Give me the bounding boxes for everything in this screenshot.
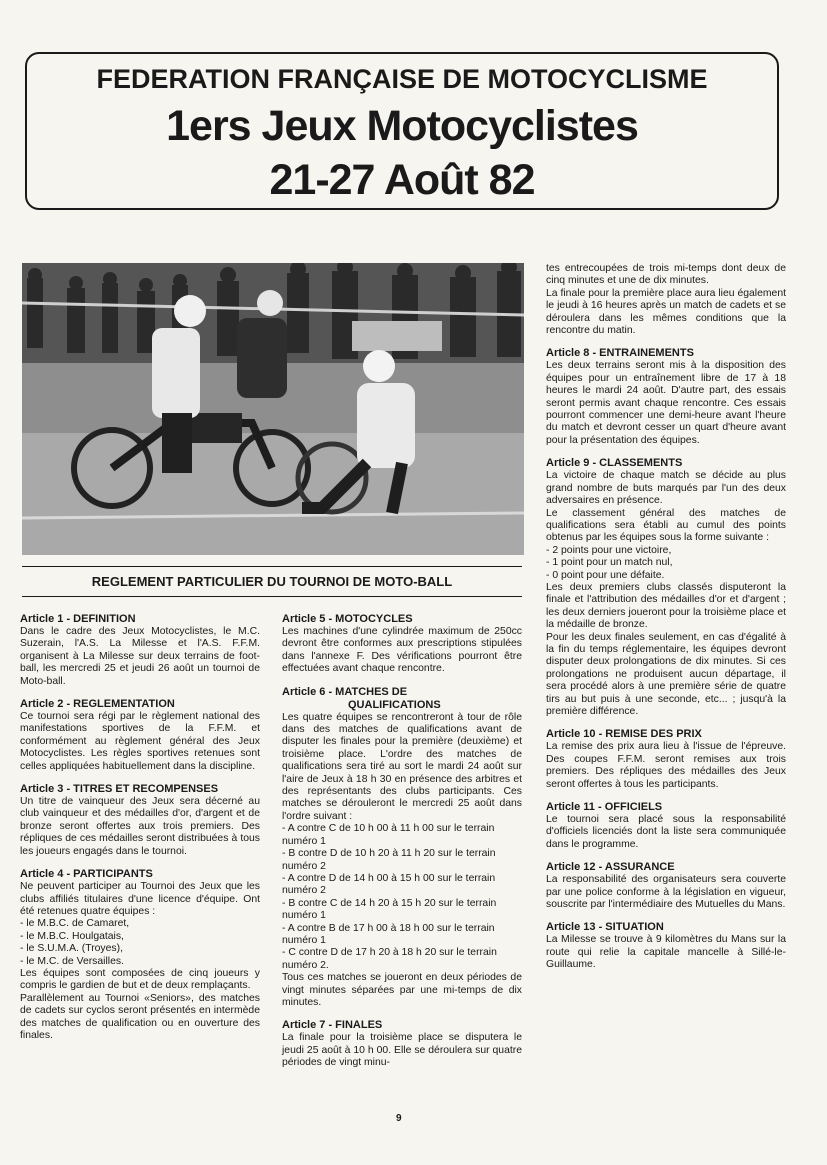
list-item: - A contre C de 10 h 00 à 11 h 00 sur le terrain numéro 1 <box>282 823 495 847</box>
article-text: Pour les deux finales seulement, en cas d'égalité à la fin du temps réglementaire, les équipes devront disputer deux prolongations de dix minutes. Si ces prolongations ne produisent aucun départage, il sera procédé alors à une première série de quatre tirs au but puis à une seconde, etc... ; jusqu'à la première différence. <box>546 631 786 717</box>
article-text: Les machines d'une cylindrée maximum de 250cc devront être conformes aux prescriptions stipulées dans l'annexe F. Des vérifications pourront être effectuées avant chaque rencontre. <box>282 626 522 675</box>
section-rule <box>22 596 522 597</box>
article-text: Ne peuvent participer au Tournoi des Jeux que les clubs affiliés titulaires d'une licence d'équipe. Ont été retenues quatre équipes : <box>20 881 260 917</box>
article <box>282 1019 522 1069</box>
article-text: Un titre de vainqueur des Jeux sera décerné au club vainqueur et des médailles d'or, d'argent et de bronze seront offertes aux trois premiers. Des répliques de ces médailles seront distribuées à tous les joueurs engagés dans le tournoi. <box>20 796 260 857</box>
article <box>20 613 260 688</box>
list-item: - le M.B.C. Houlgatais, <box>20 930 124 942</box>
article <box>546 457 786 718</box>
article-title-line2: QUALIFICATIONS <box>348 698 441 711</box>
header-box <box>25 52 779 210</box>
list-item: - B contre C de 14 h 20 à 15 h 20 sur le terrain numéro 1 <box>282 897 497 922</box>
column-2 <box>282 613 522 1080</box>
article-title: Article 5 - MOTOCYCLES <box>282 613 413 625</box>
article-text: Le tournoi sera placé sous la responsabilité d'officiels licenciés dont la liste sera communiquée dans le programme. <box>546 814 786 850</box>
article-title: Article 13 - SITUATION <box>546 921 664 934</box>
article-text: Les deux premiers clubs classés disputeront la finale et l'attribution des médailles d'or et d'argent ; les deux derniers joueront pour la troisième place et la médaille de bronze. <box>546 581 786 631</box>
list-item: - A contre B de 17 h 00 à 18 h 00 sur le terrain numéro 1 <box>282 922 495 946</box>
article-text: Ce tournoi sera régi par le règlement national des manifestations sportives de la F.F.M. et conformément au règlement général des Jeux Motocyclistes. Les règles sportives retenues sont celles appliquées habituellement dans la discipline. <box>20 711 260 772</box>
event-title: 1ers Jeux Motocyclistes <box>166 102 638 150</box>
article <box>282 613 522 676</box>
list-item: - 1 point pour un match nul, <box>546 557 673 569</box>
article-text: Les quatre équipes se rencontreront à tour de rôle dans des matches de qualifications avant de disputer les finales pour la première (deuxième) et troisième place. L'ordre des matches de qualifications sera tiré au sort le mardi 24 août sur l'aire de Jeux à 18 h 30 en présence des arbitres et des représentants des clubs participants. Ces matches se dérouleront le mercredi 25 août dans l'ordre suivant : <box>282 711 522 822</box>
article-text: Les deux terrains seront mis à la disposition des équipes pour un entraînement libre de 17 à 18 heures le mardi 24 août. D'autre part, des essais seront permis avant chaque rencontre. Ces essais pourront commencer une demi-heure avant l'heure du match et devront cesser un quart d'heure avant pour la présentation des équipes. <box>546 360 786 446</box>
article-title: Article 7 - FINALES <box>282 1019 383 1032</box>
list-item: - 0 point pour une défaite. <box>546 569 665 581</box>
article-text: La finale pour la troisième place se disputera le jeudi 25 août à 10 h 00. Elle se déroulera sur quatre périodes de vingt minu- <box>282 1032 522 1069</box>
list-item: - B contre D de 10 h 20 à 11 h 20 sur le terrain numéro 2 <box>282 848 496 872</box>
list-item: - le M.B.C. de Camaret, <box>20 918 130 930</box>
column-3 <box>546 263 786 982</box>
article-text: La victoire de chaque match se décide au plus grand nombre de buts marqués par l'un des deux adversaires en présence. <box>546 470 786 507</box>
article <box>282 686 522 1010</box>
article <box>20 868 260 1042</box>
moto-ball-photo <box>22 263 524 555</box>
list-item: - le S.U.M.A. (Troyes), <box>20 943 123 955</box>
article-title: Article 10 - REMISE DES PRIX <box>546 728 702 741</box>
article <box>546 921 786 971</box>
article-title: Article 3 - TITRES ET RECOMPENSES <box>20 783 219 796</box>
article-title: Article 8 - ENTRAINEMENTS <box>546 347 694 360</box>
article-title: Article 9 - CLASSEMENTS <box>546 457 683 470</box>
page-number: 9 <box>396 1113 402 1124</box>
article <box>546 861 786 911</box>
article-text: Dans le cadre des Jeux Motocyclistes, le M.C. Suzerain, l'A.S. La Milesse et l'A.S. F.F.M. organisent à La Milesse sur deux terrains de foot-ball, les mercredi 25 et jeudi 26 août un tournoi de Moto-ball. <box>20 626 260 687</box>
article <box>546 801 786 851</box>
article <box>546 263 786 337</box>
list-item: - C contre D de 17 h 20 à 18 h 20 sur le terrain numéro 2. <box>282 947 497 971</box>
article-text: Le classement général des matches de qualifications sera établi au cumul des points obtenus par les équipes sous la forme suivante : <box>546 507 786 544</box>
section-title: REGLEMENT PARTICULIER DU TOURNOI DE MOTO-BALL <box>22 566 522 589</box>
list-item: - A contre D de 14 h 00 à 15 h 00 sur le terrain numéro 2 <box>282 872 496 897</box>
federation-title: FEDERATION FRANÇAISE DE MOTOCYCLISME <box>96 64 708 94</box>
column-1 <box>20 613 260 1052</box>
article-text: La finale pour la première place aura lieu également le jeudi à 16 heures après un match de cadets et se déroulera dans les mêmes conditions que la rencontre du matin. <box>546 287 786 337</box>
article-text: La remise des prix aura lieu à l'issue de l'épreuve. Des coupes F.F.M. seront remises aux trois premiers. Des répliques des médailles des Jeux seront offertes à tous les participants. <box>546 741 786 790</box>
list-item: - 2 points pour une victoire, <box>546 544 672 556</box>
article-text: Tous ces matches se joueront en deux périodes de vingt minutes séparées par une mi-temps de dix minutes. <box>282 972 522 1008</box>
article-title: Article 11 - OFFICIELS <box>546 801 663 814</box>
article-title: Article 12 - ASSURANCE <box>546 861 675 874</box>
article <box>20 783 260 858</box>
list-item: - le M.C. de Versailles. <box>20 955 124 967</box>
article-text: Les équipes sont composées de cinq joueurs y compris le gardien de but et de deux remplaçants. <box>20 967 260 992</box>
event-dates: 21-27 Août 82 <box>269 156 535 204</box>
article-title: Article 2 - REGLEMENTATION <box>20 698 175 711</box>
article-title: Article 1 - DEFINITION <box>20 613 136 625</box>
article-text: Parallèlement au Tournoi «Seniors», des matches de cadets sur cyclos seront présentés en intermède des matches de qualification ou en ouverture des finales. <box>20 992 260 1041</box>
article <box>546 347 786 447</box>
article <box>546 728 786 791</box>
article-title: Article 4 - PARTICIPANTS <box>20 868 153 881</box>
article-text: La Milesse se trouve à 9 kilomètres du Mans sur la route qui relie la capitale mancelle à Sillé-le-Guillaume. <box>546 934 786 971</box>
article-title: Article 6 - MATCHES DE <box>282 685 408 698</box>
article-text: tes entrecoupées de trois mi-temps dont deux de cinq minutes et une de dix minutes. <box>546 263 786 287</box>
article <box>20 698 260 773</box>
article-text: La responsabilité des organisateurs sera couverte par une police conforme à la législation en vigueur, souscrite par l'intermédiaire des Mutuelles du Mans. <box>546 874 786 911</box>
